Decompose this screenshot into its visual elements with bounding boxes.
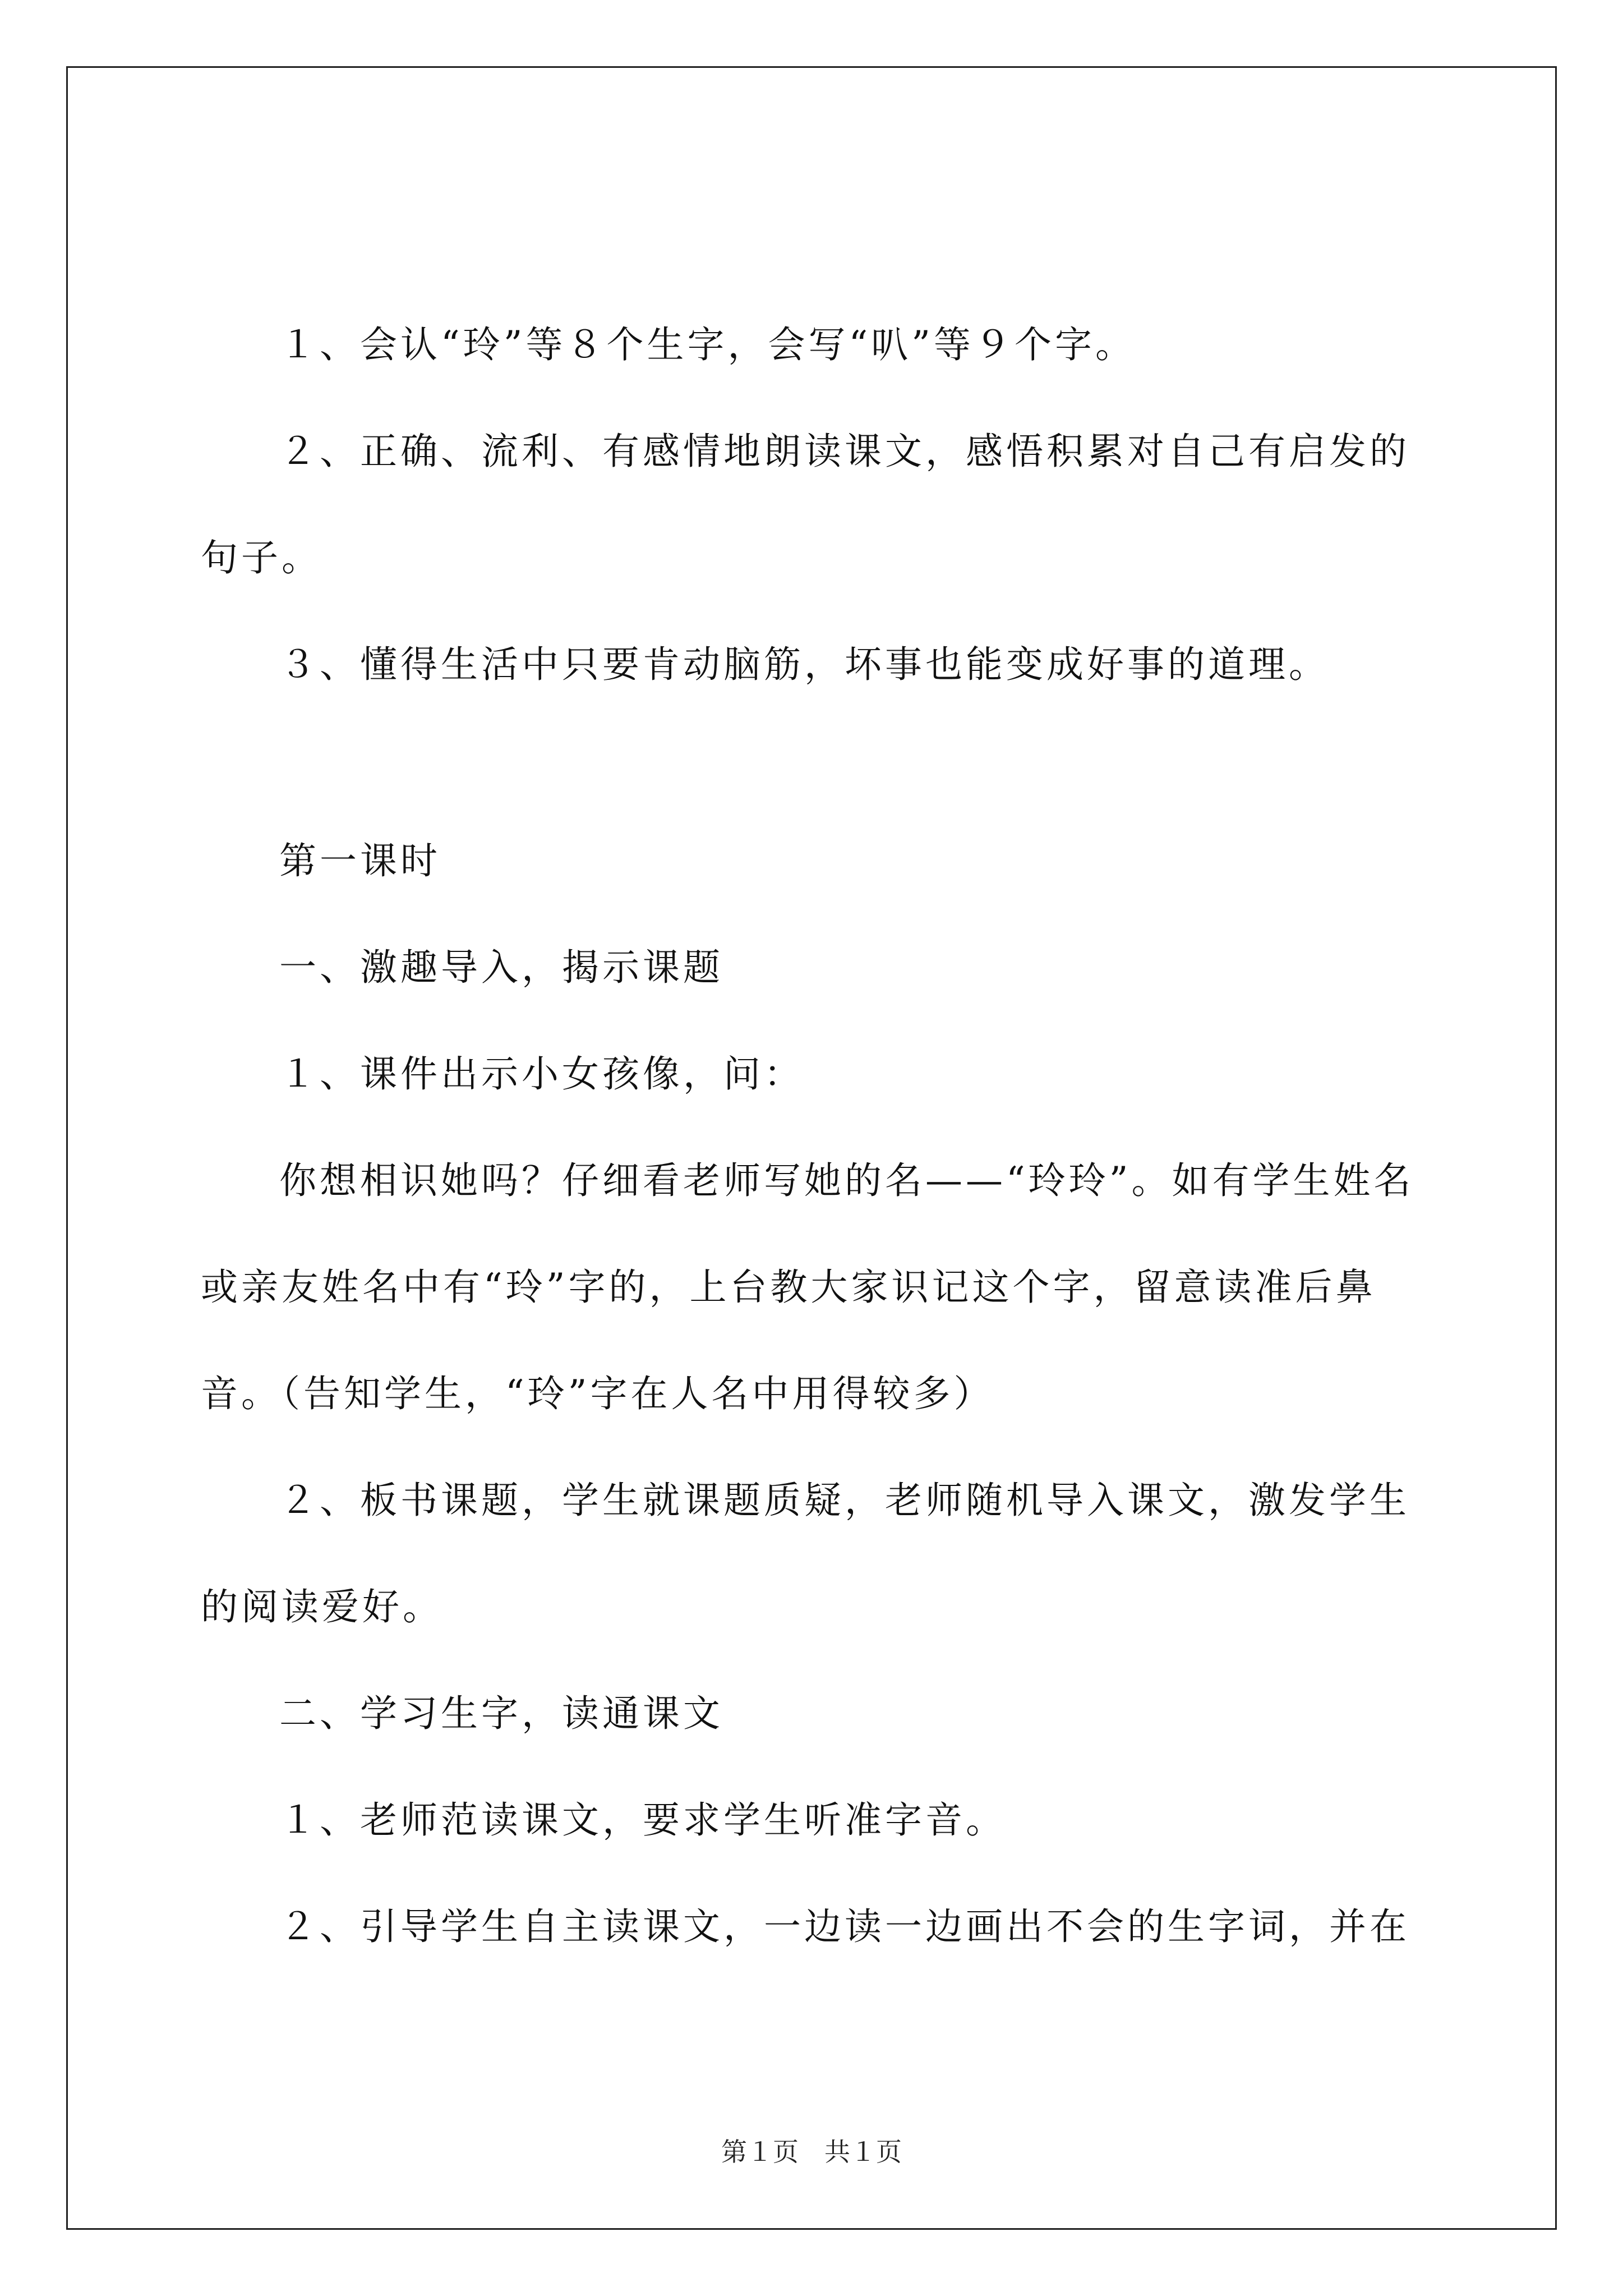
heading-learn: 二、学习生字，读通课文: [279, 1692, 723, 1735]
step-1: １、课件出示小女孩像，问：: [279, 1052, 804, 1096]
objective-1: １、会认“玲”等８个生字，会写“叭”等９个字。: [279, 323, 1136, 366]
section-title: 第一课时: [279, 839, 441, 882]
learn-step-1: １、老师范读课文，要求学生听准字音。: [279, 1798, 1006, 1842]
page-number: 第１页 共１页: [721, 2137, 902, 2167]
section-spacer: [201, 718, 1435, 808]
learn-step-2: ２、引导学生自主读课文，一边读一边画出不会的生字词，并在: [279, 1905, 1410, 1948]
objective-3: ３、懂得生活中只要肯动脑筋，坏事也能变成好事的道理。: [279, 643, 1329, 686]
objective-2: ２、正确、流利、有感情地朗读课文，感悟积累对自己有启发的句子。: [201, 430, 1410, 579]
paragraph-intro-text: 你想相识她吗？仔细看老师写她的名——“玲玲”。如有学生姓名或亲友姓名中有“玲”字的，上台教大家识记这个字，留意读准后鼻音。（告知学生，“玲”字在人名中用得较多）: [201, 1159, 1414, 1415]
document-body: [201, 292, 1435, 1980]
heading-intro: 一、激趣导入，揭示课题: [279, 946, 723, 989]
step-2: ２、板书课题，学生就课题质疑，老师随机导入课文，激发学生的阅读爱好。: [201, 1479, 1410, 1628]
